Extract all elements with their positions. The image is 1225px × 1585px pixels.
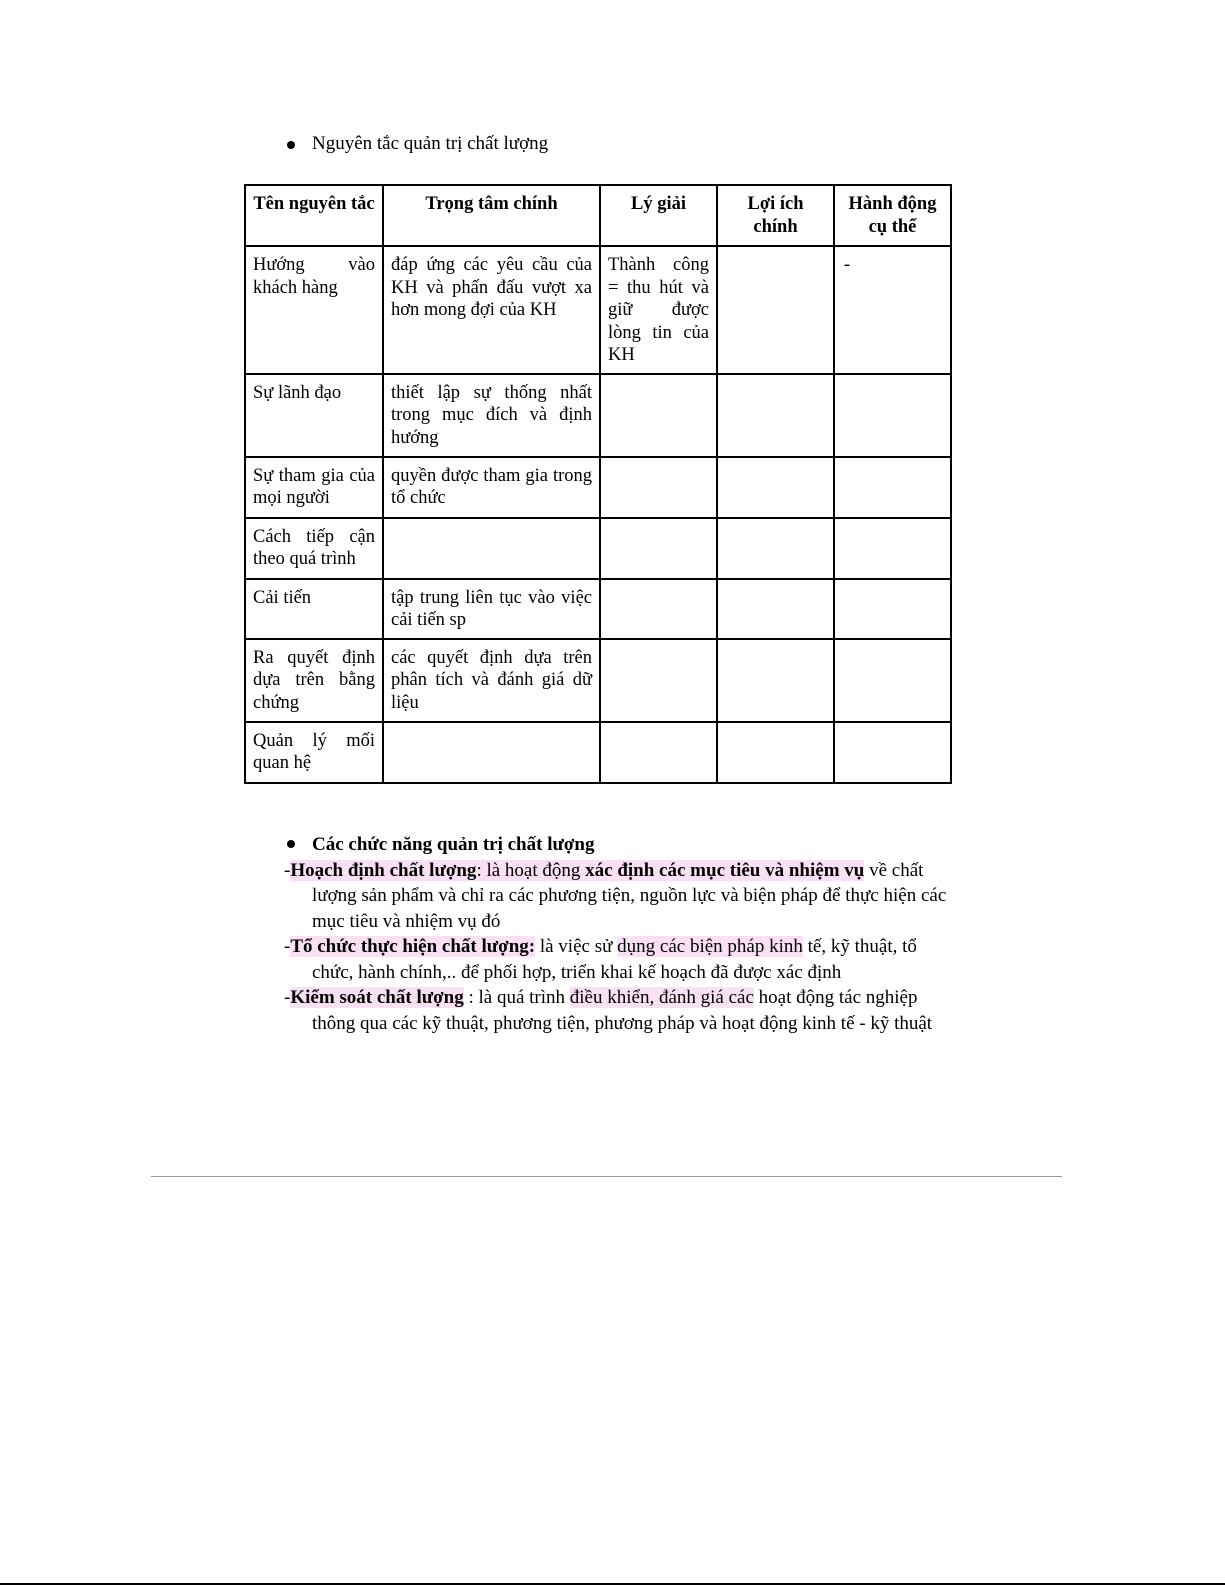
- item-emphasis: xác định các mục tiêu và nhiệm vụ: [585, 859, 865, 881]
- table-cell: [717, 374, 834, 457]
- item-highlight: dụng các biện pháp kinh: [617, 936, 803, 957]
- table-cell: các quyết định dựa trên phân tích và đánh giá dữ liệu: [383, 639, 600, 722]
- table-row: [245, 722, 951, 783]
- item-text: về chất lượng sản phẩm và chỉ ra các phương tiện, nguồn lực và biện pháp để thực hiện các mục tiêu và nhiệm vụ đó: [312, 859, 947, 932]
- table-cell: Hướng vào khách hàng: [245, 246, 383, 374]
- header-cell: Tên nguyên tắc: [245, 185, 383, 246]
- table-row: [245, 246, 951, 374]
- table-cell: [717, 518, 834, 579]
- function-item-implementation: [284, 934, 954, 985]
- item-term: Hoạch định chất lượng: [290, 859, 477, 881]
- table-row: [245, 639, 951, 722]
- item-prefix: -: [284, 859, 291, 881]
- bullet-icon: [287, 141, 295, 149]
- table-cell: đáp ứng các yêu cầu của KH và phấn đấu vượt xa hơn mong đợi của KH: [383, 246, 600, 374]
- table-cell: [600, 457, 717, 518]
- table-cell: Sự tham gia của mọi người: [245, 457, 383, 518]
- header-cell: Lợi ích chính: [717, 185, 834, 246]
- table-cell: [834, 374, 951, 457]
- table-cell: [600, 518, 717, 579]
- table-cell: [600, 639, 717, 722]
- table-cell: [834, 579, 951, 639]
- table-row: [245, 579, 951, 639]
- table-cell: -: [834, 246, 951, 374]
- table-cell: [834, 518, 951, 579]
- table-cell: [717, 457, 834, 518]
- header-cell: Lý giải: [600, 185, 717, 246]
- item-text: : là quá trình: [463, 987, 570, 1008]
- principles-table: [244, 184, 952, 784]
- table-cell: [600, 579, 717, 639]
- table-row: [245, 457, 951, 518]
- table-row: [245, 518, 951, 579]
- table-cell: [834, 639, 951, 722]
- header-cell: Hành động cụ thể: [834, 185, 951, 246]
- table-cell: [383, 722, 600, 783]
- table-row: [245, 374, 951, 457]
- item-prefix: -: [284, 936, 291, 957]
- item-prefix: -: [284, 987, 291, 1008]
- function-item-planning: [284, 858, 954, 935]
- table-cell: [717, 246, 834, 374]
- table-cell: [834, 722, 951, 783]
- item-term: Tổ chức thực hiện chất lượng:: [290, 936, 536, 957]
- section-heading-principles: Nguyên tắc quản trị chất lượng: [312, 133, 549, 154]
- table-header-row: [245, 185, 951, 246]
- table-cell: Cải tiến: [245, 579, 383, 639]
- item-text: là việc sử: [535, 936, 618, 957]
- table-cell: Cách tiếp cận theo quá trình: [245, 518, 383, 579]
- table-cell: thiết lập sự thống nhất trong mục đích và định hướng: [383, 374, 600, 457]
- item-text: : là hoạt động: [476, 859, 586, 881]
- header-cell: Trọng tâm chính: [383, 185, 600, 246]
- item-term: Kiểm soát chất lượng: [290, 987, 464, 1008]
- table-cell: Thành công = thu hút và giữ được lòng tin của KH: [600, 246, 717, 374]
- table-cell: [717, 639, 834, 722]
- table-cell: [600, 722, 717, 783]
- table-cell: quyền được tham gia trong tổ chức: [383, 457, 600, 518]
- function-item-control: [284, 985, 954, 1036]
- table-cell: tập trung liên tục vào việc cải tiến sp: [383, 579, 600, 639]
- table-cell: Quản lý mối quan hệ: [245, 722, 383, 783]
- item-highlight: điều khiển, đánh giá các: [569, 987, 754, 1008]
- section-heading-functions: Các chức năng quản trị chất lượng: [312, 834, 595, 855]
- table-cell: Ra quyết định dựa trên bằng chứng: [245, 639, 383, 722]
- quality-functions-section: [284, 832, 954, 1036]
- page-divider: [151, 1176, 1062, 1177]
- table-cell: [383, 518, 600, 579]
- item-text: hoạt động tác nghiệp thông qua các kỹ thuật, phương tiện, phương pháp và hoạt động kinh tế - kỹ thuật: [312, 987, 933, 1034]
- item-text: tế, kỹ thuật, tổ chức, hành chính,.. để phối hợp, triển khai kế hoạch đã được xác định: [312, 936, 917, 983]
- table-cell: [717, 579, 834, 639]
- table-cell: [717, 722, 834, 783]
- table-cell: [834, 457, 951, 518]
- table-cell: [600, 374, 717, 457]
- table-cell: Sự lãnh đạo: [245, 374, 383, 457]
